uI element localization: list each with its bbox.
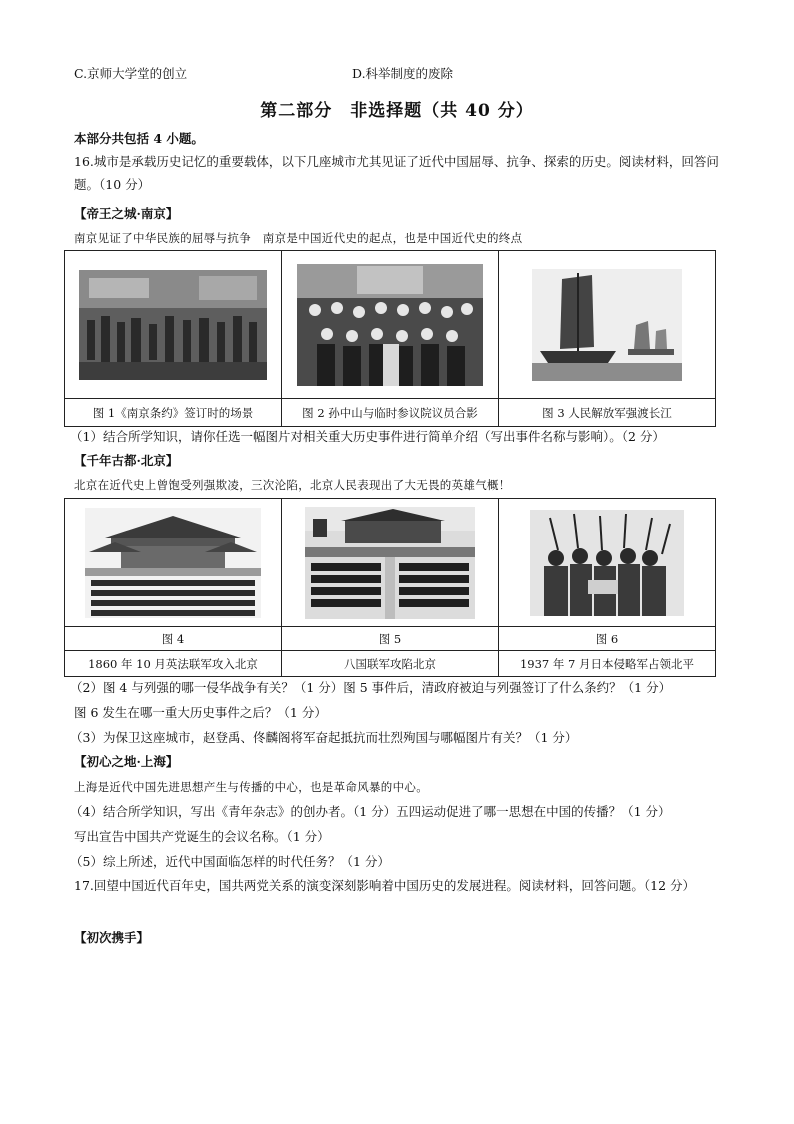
section-note: 本部分共包括 4 小题。 <box>74 131 204 146</box>
q16-5: （5）综上所述，近代中国面临怎样的时代任务？（1 分） <box>70 854 390 869</box>
fig4-label: 图 4 <box>65 627 282 651</box>
fig1-cell <box>65 251 282 399</box>
fig2-caption: 图 2 孙中山与临时参议院议员合影 <box>282 399 499 427</box>
fig6-label: 图 6 <box>499 627 716 651</box>
fig6-photo <box>530 510 684 616</box>
fig5-desc: 八国联军攻陷北京 <box>282 651 499 677</box>
shanghai-caption: 上海是近代中国先进思想产生与传播的中心，也是革命风暴的中心。 <box>74 780 428 794</box>
nanjing-figure-table <box>64 250 716 427</box>
fig2-cell <box>282 251 499 399</box>
option-d[interactable]: D.科举制度的废除 <box>352 66 454 81</box>
q17-stem: 17.回望中国近代百年史，国共两党关系的演变深刻影响着中国历史的发展进程。阅读材料，回答问题。（12 分） <box>74 878 696 893</box>
fig4-desc: 1860 年 10 月英法联军攻入北京 <box>65 651 282 677</box>
q17-heading: 【初次携手】 <box>74 930 150 945</box>
q16-stem: 16.城市是承载历史记忆的重要载体，以下几座城市尤其见证了近代中国屈辱、抗争、探索的历史。阅读材料，回答问题。（10 分） <box>74 154 719 192</box>
section-title: 第二部分 非选择题（共 40 分） <box>260 101 534 121</box>
fig5-photo <box>305 507 475 619</box>
shanghai-heading: 【初心之地·上海】 <box>74 754 179 769</box>
choice-row <box>74 64 714 82</box>
fig1-caption: 图 1《南京条约》签订时的场景 <box>65 399 282 427</box>
option-c[interactable]: C.京师大学堂的创立 <box>74 66 188 81</box>
q16-2a: （2）图 4 与列强的哪一侵华战争有关？（1 分）图 5 事件后，清政府被迫与列强签订了什么条约？（1 分） <box>70 680 672 695</box>
q16-3: （3）为保卫这座城市，赵登禹、佟麟阁将军奋起抵抗而壮烈殉国与哪幅图片有关？（1 分） <box>70 730 578 745</box>
fig4-photo <box>85 508 261 618</box>
q16-4a: （4）结合所学知识，写出《青年杂志》的创办者。（1 分）五四运动促进了哪一思想在中国的传播？（1 分） <box>70 804 671 819</box>
nanjing-caption: 南京见证了中华民族的屈辱与抗争 南京是中国近代史的起点，也是中国近代史的终点 <box>74 231 523 245</box>
fig3-cell <box>499 251 716 399</box>
fig6-cell <box>499 499 716 627</box>
fig3-photo <box>532 269 682 381</box>
nanjing-heading: 【帝王之城·南京】 <box>74 206 179 221</box>
fig5-label: 图 5 <box>282 627 499 651</box>
fig2-photo <box>297 264 483 386</box>
beijing-heading: 【千年古都·北京】 <box>74 453 179 468</box>
fig3-caption: 图 3 人民解放军强渡长江 <box>499 399 716 427</box>
beijing-caption: 北京在近代史上曾饱受列强欺凌，三次沦陷，北京人民表现出了大无畏的英雄气概！ <box>74 478 511 492</box>
beijing-figure-table <box>64 498 716 677</box>
fig1-photo <box>79 270 267 380</box>
fig5-cell <box>282 499 499 627</box>
q16-2b: 图 6 发生在哪一重大历史事件之后？（1 分） <box>74 705 327 720</box>
fig6-desc: 1937 年 7 月日本侵略军占领北平 <box>499 651 716 677</box>
fig4-cell <box>65 499 282 627</box>
q16-4b: 写出宣告中国共产党诞生的会议名称。（1 分） <box>74 829 330 844</box>
q16-1: （1）结合所学知识，请你任选一幅图片对相关重大历史事件进行简单介绍（写出事件名称与影响）。（2 分） <box>70 429 665 444</box>
